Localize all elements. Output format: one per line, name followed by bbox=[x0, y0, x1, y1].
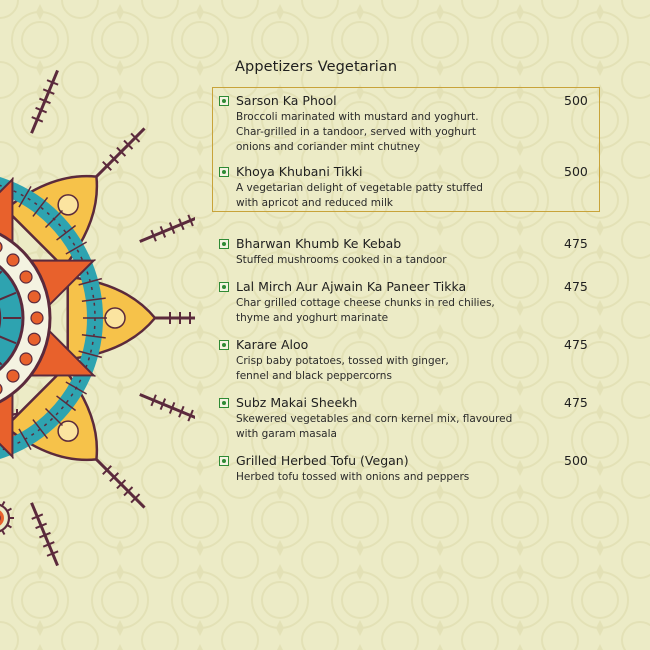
item-description-line: Char grilled cottage cheese chunks in red chilies, bbox=[236, 297, 495, 309]
item-description-line: thyme and yoghurt marinate bbox=[236, 312, 389, 324]
item-price: 475 bbox=[564, 279, 588, 294]
veg-icon bbox=[219, 167, 229, 177]
item-price: 500 bbox=[564, 164, 588, 179]
item-description-line: Skewered vegetables and corn kernel mix, flavoured bbox=[236, 413, 513, 425]
item-name: Bharwan Khumb Ke Kebab bbox=[236, 236, 402, 251]
veg-icon bbox=[219, 96, 229, 106]
item-name: Subz Makai Sheekh bbox=[236, 395, 358, 410]
item-description bbox=[236, 296, 495, 326]
item-description-line: A vegetarian delight of vegetable patty stuffed bbox=[236, 182, 483, 194]
item-price: 500 bbox=[564, 93, 588, 108]
item-description bbox=[236, 412, 512, 442]
item-description bbox=[236, 253, 447, 268]
item-name: Grilled Herbed Tofu (Vegan) bbox=[236, 453, 409, 468]
item-description-line: Broccoli marinated with mustard and yoghurt. bbox=[236, 111, 479, 123]
veg-icon bbox=[219, 239, 229, 249]
item-description-line: Char-grilled in a tandoor, served with yoghurt bbox=[236, 126, 477, 138]
item-description bbox=[236, 470, 469, 485]
item-description-line: Stuffed mushrooms cooked in a tandoor bbox=[236, 254, 447, 266]
veg-icon bbox=[219, 398, 229, 408]
veg-icon bbox=[219, 340, 229, 350]
item-description-line: onions and coriander mint chutney bbox=[236, 141, 421, 153]
item-description bbox=[236, 354, 449, 384]
veg-icon bbox=[219, 282, 229, 292]
item-price: 475 bbox=[564, 337, 588, 352]
item-name: Lal Mirch Aur Ajwain Ka Paneer Tikka bbox=[236, 279, 467, 294]
item-description-line: Crisp baby potatoes, tossed with ginger, bbox=[236, 355, 449, 367]
item-description-line: fennel and black peppercorns bbox=[236, 370, 392, 382]
item-description-line: with apricot and reduced milk bbox=[236, 197, 393, 209]
veg-icon bbox=[219, 456, 229, 466]
item-name: Sarson Ka Phool bbox=[236, 93, 337, 108]
section-title: Appetizers Vegetarian bbox=[235, 59, 398, 75]
item-description-line: with garam masala bbox=[236, 428, 337, 440]
item-price: 475 bbox=[564, 395, 588, 410]
item-description bbox=[236, 110, 479, 155]
item-description-line: Herbed tofu tossed with onions and peppers bbox=[236, 471, 470, 483]
item-price: 500 bbox=[564, 453, 588, 468]
item-description bbox=[236, 181, 483, 211]
item-price: 475 bbox=[564, 236, 588, 251]
item-name: Karare Aloo bbox=[236, 337, 309, 352]
item-name: Khoya Khubani Tikki bbox=[236, 164, 363, 179]
